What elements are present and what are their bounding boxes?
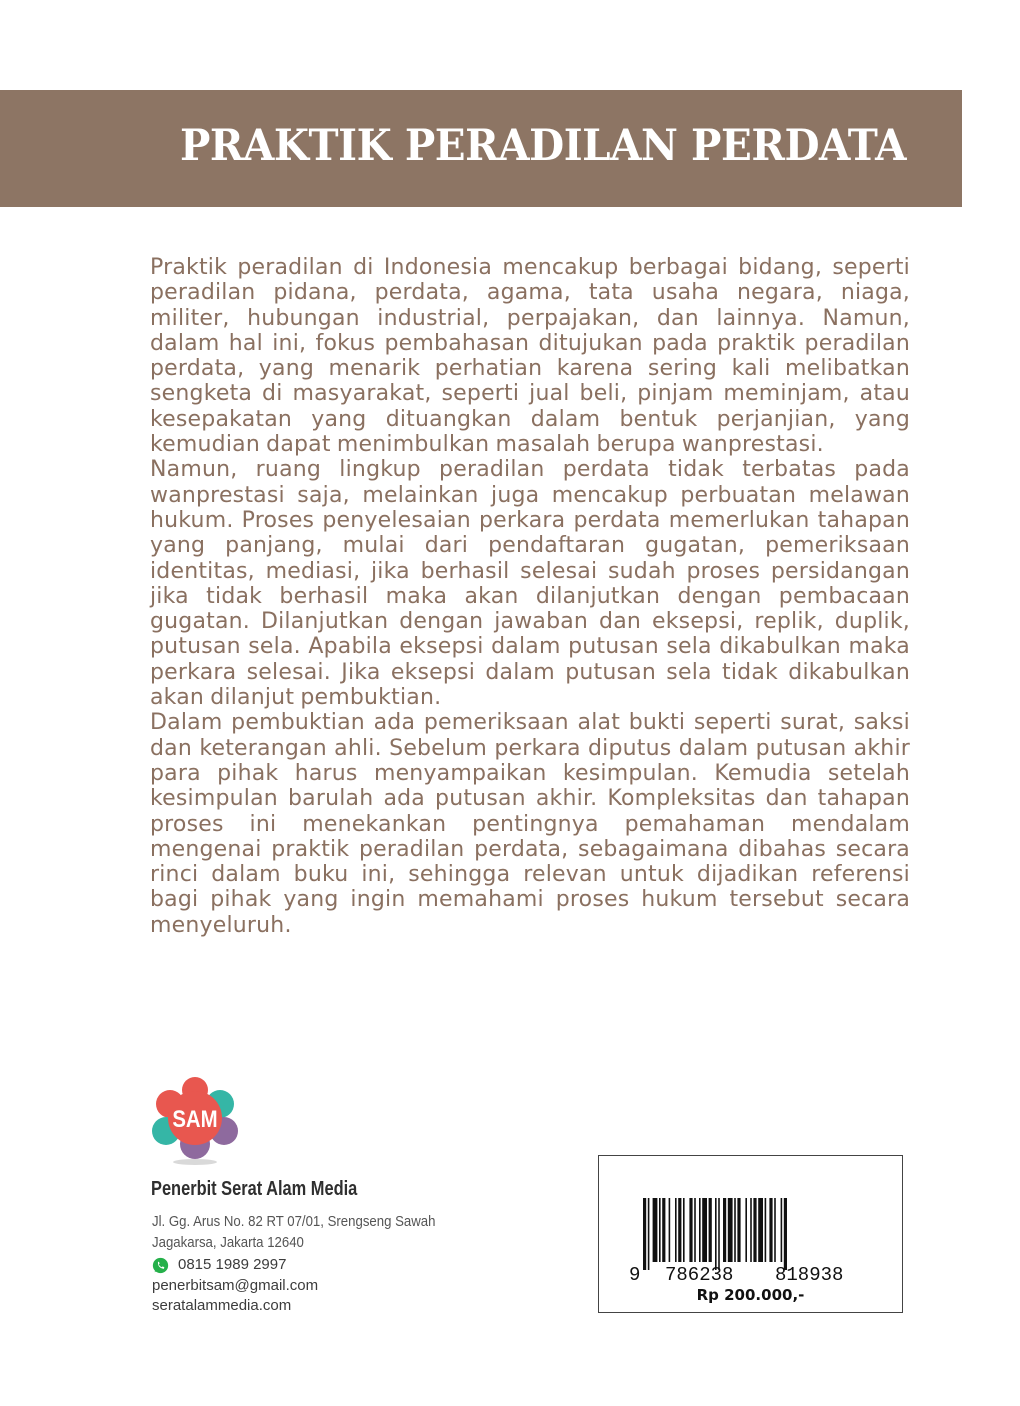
book-title: PRAKTIK PERADILAN PERDATA: [179, 121, 906, 171]
barcode-bar: [643, 1198, 646, 1270]
barcode-bar: [662, 1198, 665, 1262]
barcode-bar: [683, 1198, 685, 1262]
barcode-bar: [723, 1198, 726, 1262]
blurb-paragraph-2: Namun, ruang lingkup peradilan perdata tidak terbatas pada wanprestasi saja, melainkan juga mencakup perbuatan melawan hukum. Proses penyelesaian perkara perdata memerlukan tahapan yang panjang, mulai dari pendaftaran gugatan, pemeriksaan identitas, mediasi, jika berhasil selesai sudah proses persidangan jika tidak berhasil maka akan dilanjutkan dengan pembacaan gugatan. Dilanjutkan dengan jawaban dan eksepsi, replik, duplik, putusan sela. Apabila eksepsi dalam putusan sela dikabulkan maka perkara selesai. Jika eksepsi dalam putusan sela tidak dikabulkan akan dilanjut pembuktian.: [150, 457, 910, 711]
barcode-bar: [659, 1198, 661, 1262]
barcode-bar: [675, 1198, 677, 1262]
price-label: Rp 200.000,-: [696, 1286, 805, 1304]
barcode-image: [639, 1198, 869, 1270]
publisher-name: Penerbit Serat Alam Media: [151, 1178, 358, 1200]
barcode-bar: [694, 1198, 696, 1262]
barcode-bar: [702, 1198, 707, 1262]
barcode-bar: [699, 1198, 701, 1262]
barcode-bar: [718, 1198, 720, 1270]
barcode-bar: [648, 1198, 650, 1270]
barcode-bar: [689, 1198, 692, 1262]
barcode-bar: [653, 1198, 658, 1262]
isbn-group-1: 786238: [665, 1264, 734, 1286]
barcode-bar: [709, 1198, 712, 1262]
whatsapp-icon: [152, 1257, 169, 1274]
barcode-bar: [758, 1198, 763, 1262]
publisher-website: seratalammedia.com: [152, 1297, 292, 1314]
barcode-bar: [678, 1198, 681, 1262]
publisher-phone: 0815 1989 2997: [178, 1256, 287, 1273]
barcode-bar: [737, 1198, 740, 1262]
barcode-bar: [781, 1198, 783, 1262]
barcode-bar: [715, 1198, 717, 1270]
barcode-bar: [765, 1198, 767, 1262]
barcode-bar: [750, 1198, 752, 1262]
publisher-logo: [150, 1076, 240, 1168]
blurb-paragraph-3: Dalam pembuktian ada pemeriksaan alat bukti seperti surat, saksi dan keterangan ahli. Sebelum perkara diputus dalam putusan akhir para pihak harus menyampaikan kesimpulan. Kemudia setelah kesimpulan barulah ada putusan akhir. Kompleksitas dan tahapan proses ini menekankan pentingnya pemahaman mendalam mengenai praktik peradilan perdata, sebagaimana dibahas secara rinci dalam buku ini, sehingga relevan untuk dijadikan referensi bagi pihak yang ingin memahami proses hukum tersebut secara menyeluruh.: [150, 710, 910, 938]
barcode-bar: [769, 1198, 772, 1262]
publisher-email: penerbitsam@gmail.com: [152, 1277, 319, 1294]
barcode-bar: [745, 1198, 747, 1262]
barcode-bar: [728, 1198, 733, 1262]
barcode-bar: [784, 1198, 787, 1270]
isbn-group-2: 818938: [775, 1264, 844, 1286]
isbn-prefix: 9: [629, 1264, 641, 1286]
publisher-address-line1: Jl. Gg. Arus No. 82 RT 07/01, Srengseng Sawah: [152, 1213, 436, 1230]
barcode-bar: [753, 1198, 756, 1262]
logo-text: SAM: [172, 1105, 218, 1133]
barcode-bar: [669, 1198, 671, 1262]
back-cover-blurb: [150, 255, 910, 938]
barcode-box: [598, 1155, 903, 1313]
barcode-bar: [774, 1198, 776, 1262]
title-band: [0, 90, 962, 207]
publisher-address-line2: Jagakarsa, Jakarta 12640: [152, 1234, 304, 1251]
blurb-paragraph-1: Praktik peradilan di Indonesia mencakup berbagai bidang, seperti peradilan pidana, perdata, agama, tata usaha negara, niaga, militer, hubungan industrial, perpajakan, dan lainnya. Namun, dalam hal ini, fokus pembahasan ditujukan pada praktik peradilan perdata, yang menarik perhatian karena sering kali melibatkan sengketa di masyarakat, seperti jual beli, pinjam meminjam, atau kesepakatan yang dituangkan dalam bentuk perjanjian, yang kemudian dapat menimbulkan masalah berupa wanprestasi.: [150, 255, 910, 458]
barcode-bar: [734, 1198, 736, 1262]
